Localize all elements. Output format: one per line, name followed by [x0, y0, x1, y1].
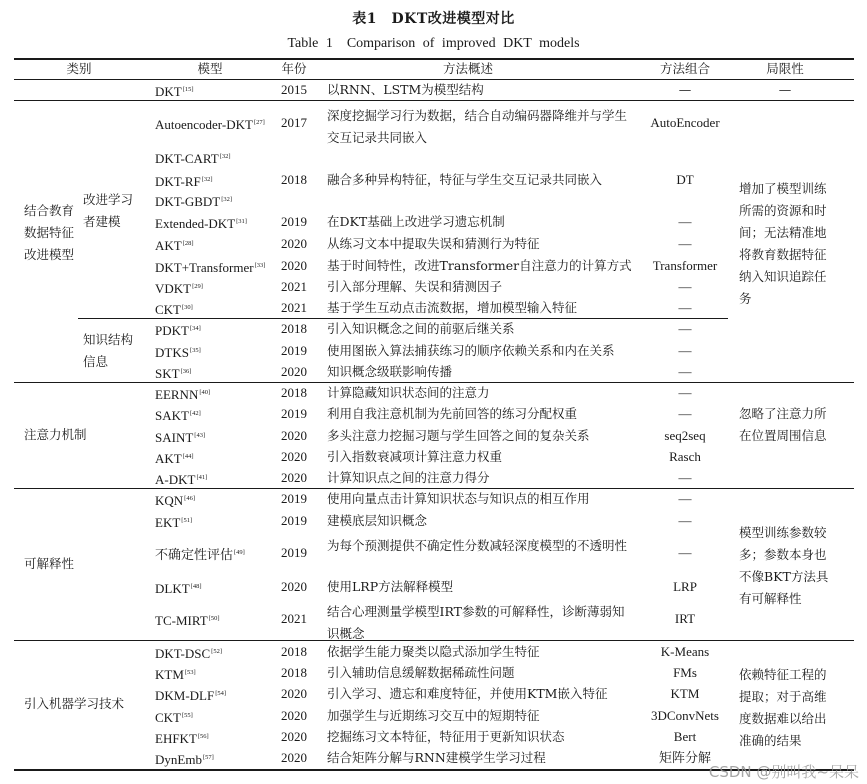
- method-summary: 依据学生能力聚类以隐式添加学生特征: [327, 644, 540, 659]
- subgroup-label: 改进学习者建模: [83, 192, 134, 229]
- year: 2019: [281, 513, 307, 528]
- reference-number: [44]: [182, 453, 194, 460]
- method-summary: 基于时间特性，改进Transformer自注意力的计算方式: [327, 258, 632, 273]
- year: 2015: [281, 82, 307, 97]
- model-label: DTKS: [155, 345, 189, 360]
- year: 2017: [281, 115, 307, 130]
- model-label: EERNN: [155, 387, 199, 402]
- reference-number: [50]: [208, 615, 220, 622]
- method-summary: 挖掘练习文本特征，特征用于更新知识状态: [327, 729, 565, 744]
- reference-number: [53]: [184, 669, 196, 676]
- reference-number: [48]: [190, 583, 202, 590]
- model-name: [155, 116, 265, 132]
- model-name: [155, 215, 247, 231]
- limitation: 忽略了注意力所在位置周围信息: [739, 406, 827, 443]
- header-category: 类别: [66, 61, 92, 76]
- model-label: DKM-DLF: [155, 688, 215, 703]
- year: 2018: [281, 385, 307, 400]
- reference-number: [55]: [182, 712, 193, 719]
- method-combo: —: [678, 82, 692, 97]
- model-name: [155, 259, 265, 275]
- model-label: 不确定性评估: [155, 547, 234, 562]
- model-label: DKT-DSC: [155, 646, 211, 661]
- model-label: SAINT: [155, 430, 194, 445]
- method-combo: seq2seq: [664, 428, 706, 443]
- model-label: CKT: [155, 710, 181, 725]
- header-combo: 方法组合: [659, 61, 710, 76]
- reference-number: [54]: [215, 690, 227, 697]
- method-combo: —: [678, 321, 692, 336]
- method-combo: —: [678, 343, 692, 358]
- reference-number: [52]: [211, 648, 222, 655]
- method-combo: —: [678, 236, 692, 251]
- model-name: [155, 301, 193, 317]
- model-label: EHFKT: [155, 731, 197, 746]
- reference-number: [43]: [194, 432, 206, 439]
- method-combo: —: [678, 470, 692, 485]
- model-label: VDKT: [155, 281, 192, 296]
- model-name: [155, 344, 201, 360]
- group-rule: [14, 382, 854, 383]
- model-label: EKT: [155, 515, 181, 530]
- method-summary: 从练习文本中提取失误和猜测行为特征: [327, 236, 540, 251]
- method-combo: LRP: [673, 579, 697, 594]
- watermark: CSDN @别叫我~呆呆: [708, 763, 859, 781]
- year: 2019: [281, 406, 307, 421]
- method-summary: 计算知识点之间的注意力得分: [327, 470, 490, 485]
- reference-number: [57]: [202, 754, 214, 761]
- year: 2020: [281, 364, 307, 379]
- group-rule: [14, 100, 854, 101]
- method-summary: 深度挖掘学习行为数据，结合自动编码器降维并与学生交互记录共同嵌入: [327, 108, 628, 145]
- year: 2020: [281, 470, 307, 485]
- method-combo: —: [678, 364, 692, 379]
- category-label: 可解释性: [24, 556, 75, 571]
- model-name: [155, 666, 196, 682]
- category-label: 结合教育数据特征改进模型: [24, 203, 75, 262]
- reference-number: [31]: [236, 218, 247, 225]
- year: 2020: [281, 729, 307, 744]
- year: 2020: [281, 428, 307, 443]
- model-label: CKT: [155, 302, 181, 317]
- reference-number: [27]: [253, 119, 265, 126]
- year: 2019: [281, 491, 307, 506]
- model-name: [155, 687, 226, 703]
- reference-number: [29]: [192, 283, 203, 290]
- model-label: Autoencoder-DKT: [155, 117, 253, 132]
- year: 2019: [281, 545, 307, 560]
- model-label: AKT: [155, 451, 182, 466]
- method-combo: 矩阵分解: [658, 750, 711, 765]
- model-name: [155, 407, 201, 423]
- year: 2018: [281, 644, 307, 659]
- model-name: [155, 492, 195, 508]
- model-name: [155, 150, 231, 166]
- method-summary: 建模底层知识概念: [327, 513, 428, 528]
- year: 2021: [281, 300, 307, 315]
- model-label: DKT+Transformer: [155, 260, 254, 275]
- reference-number: [36]: [180, 368, 192, 375]
- subgroup-label: 知识结构信息: [83, 332, 134, 369]
- model-name: [155, 546, 245, 562]
- method-summary: 引入学习、遗忘和难度特征，并使用KTM嵌入特征: [327, 686, 608, 701]
- method-summary: 引入知识概念之间的前驱后继关系: [327, 321, 515, 336]
- table-title-cn: 表1 DKT改进模型对比: [352, 11, 515, 27]
- model-label: DKT-RF: [155, 174, 201, 189]
- method-combo: Bert: [673, 729, 697, 744]
- year: 2018: [281, 172, 307, 187]
- table-title-en: Table 1 Comparison of improved DKT models: [287, 36, 580, 51]
- method-summary: 为每个预测提供不确定性分数减轻深度模型的不透明性: [327, 538, 628, 553]
- method-summary: 结合心理测量学模型IRT参数的可解释性，诊断薄弱知识概念: [327, 604, 625, 641]
- model-label: SAKT: [155, 408, 189, 423]
- model-name: [155, 471, 207, 487]
- method-summary: 结合矩阵分解与RNN建模学生学习过程: [327, 750, 546, 765]
- model-label: AKT: [155, 238, 182, 253]
- year: 2020: [281, 449, 307, 464]
- model-name: [155, 173, 213, 189]
- reference-number: [40]: [199, 389, 211, 396]
- reference-number: [32]: [219, 153, 231, 160]
- reference-number: [46]: [184, 495, 196, 502]
- method-combo: —: [678, 406, 692, 421]
- model-label: Extended-DKT: [155, 216, 236, 231]
- header-method: 方法概述: [442, 61, 493, 76]
- method-summary: 计算隐藏知识状态间的注意力: [327, 385, 490, 400]
- subgroup-rule: [78, 318, 728, 319]
- year: 2020: [281, 750, 307, 765]
- method-summary: 基于学生互动点击流数据，增加模型输入特征: [327, 300, 578, 315]
- model-name: [155, 580, 202, 596]
- model-name: [155, 429, 205, 445]
- limitation: 增加了模型训练所需的资源和时间；无法精准地将教育数据特征纳入知识追踪任务: [739, 181, 827, 306]
- model-name: [155, 612, 220, 628]
- model-name: [155, 386, 210, 402]
- model-name: DKT[15]: [155, 84, 194, 99]
- method-combo: Transformer: [652, 258, 718, 273]
- top-rule: [14, 58, 854, 60]
- method-summary: 使用LRP方法解释模型: [327, 579, 454, 594]
- reference-number: [30]: [182, 304, 193, 311]
- year: 2019: [281, 343, 307, 358]
- model-name: [155, 193, 232, 209]
- model-name: [155, 237, 194, 253]
- method-summary: 引入部分理解、失误和猜测因子: [327, 279, 503, 294]
- method-summary: 以RNN、LSTM为模型结构: [327, 82, 484, 97]
- method-combo: —: [678, 279, 692, 294]
- year: 2020: [281, 258, 307, 273]
- model-name: [155, 514, 192, 530]
- header-year: 年份: [281, 61, 307, 76]
- model-name: [155, 322, 201, 338]
- method-combo: —: [678, 385, 692, 400]
- year: 2020: [281, 708, 307, 723]
- model-label: DKT-CART: [155, 151, 219, 166]
- method-combo: FMs: [673, 665, 697, 680]
- limitation: 模型训练参数较多；参数本身也不像BKT方法具有可解释性: [739, 525, 829, 606]
- method-combo: AutoEncoder: [650, 115, 720, 130]
- model-name: [155, 280, 203, 296]
- method-combo: —: [678, 491, 692, 506]
- method-summary: 多头注意力挖掘习题与学生回答之间的复杂关系: [327, 428, 590, 443]
- reference-number: [32]: [221, 196, 233, 203]
- year: 2020: [281, 686, 307, 701]
- method-combo: —: [678, 513, 692, 528]
- model-label: KQN: [155, 493, 184, 508]
- method-summary: 使用图嵌入算法捕获练习的顺序依赖关系和内在关系: [327, 343, 615, 358]
- model-label: PDKT: [155, 323, 189, 338]
- year: 2018: [281, 321, 307, 336]
- reference-number: [42]: [189, 410, 201, 417]
- model-name: [155, 730, 209, 746]
- model-name: [155, 751, 214, 767]
- model-name: [155, 709, 193, 725]
- reference-number: [32]: [201, 176, 213, 183]
- method-summary: 融合多种异构特征，特征与学生交互记录共同嵌入: [327, 172, 603, 187]
- model-label: DynEmb: [155, 752, 202, 767]
- model-label: A-DKT: [155, 472, 196, 487]
- model-name: [155, 365, 191, 381]
- method-summary: 利用自我注意机制为先前回答的练习分配权重: [327, 406, 578, 421]
- method-combo: —: [678, 300, 692, 315]
- year: 2018: [281, 665, 307, 680]
- method-combo: K-Means: [660, 644, 710, 659]
- method-summary: 知识概念级联影响传播: [327, 364, 453, 379]
- reference-number: [33]: [254, 262, 266, 269]
- model-label: SKT: [155, 366, 180, 381]
- method-combo: KTM: [670, 686, 700, 701]
- model-name: [155, 450, 194, 466]
- method-combo: —: [678, 545, 692, 560]
- model-name: [155, 645, 222, 661]
- method-summary: 使用向量点击计算知识状态与知识点的相互作用: [327, 491, 590, 506]
- reference-number: [49]: [234, 549, 245, 556]
- reference-number: [34]: [189, 325, 201, 332]
- year: 2021: [281, 279, 307, 294]
- method-combo: —: [678, 214, 692, 229]
- method-combo: IRT: [674, 611, 696, 626]
- header-limitation: 局限性: [766, 61, 804, 76]
- limitation: 依赖特征工程的提取；对于高维度数据难以给出准确的结果: [739, 667, 827, 748]
- method-combo: 3DConvNets: [651, 708, 719, 723]
- model-label: KTM: [155, 667, 184, 682]
- reference-number: [28]: [182, 240, 194, 247]
- category-label: 注意力机制: [24, 427, 87, 442]
- method-summary: 引入辅助信息缓解数据稀疏性问题: [327, 665, 515, 680]
- group-rule: [14, 488, 854, 489]
- method-summary: 加强学生与近期练习交互中的短期特征: [327, 708, 540, 723]
- year: 2020: [281, 579, 307, 594]
- year: 2019: [281, 214, 307, 229]
- method-summary: 在DKT基础上改进学习遗忘机制: [327, 214, 505, 229]
- model-label: DLKT: [155, 581, 190, 596]
- category-label: 引入机器学习技术: [24, 696, 125, 711]
- method-combo: DT: [676, 172, 694, 187]
- model-label: TC-MIRT: [155, 613, 208, 628]
- reference-number: [35]: [189, 347, 201, 354]
- year: 2020: [281, 236, 307, 251]
- model-label: DKT-GBDT: [155, 194, 221, 209]
- header-model: 模型: [197, 61, 223, 76]
- header-rule: [14, 79, 854, 80]
- reference-number: [41]: [196, 474, 208, 481]
- method-combo: Rasch: [669, 449, 701, 464]
- year: 2021: [281, 611, 307, 626]
- limitation: —: [778, 82, 792, 97]
- reference-number: [51]: [181, 517, 193, 524]
- method-summary: 引入指数衰减项计算注意力权重: [327, 449, 503, 464]
- reference-number: [56]: [197, 733, 209, 740]
